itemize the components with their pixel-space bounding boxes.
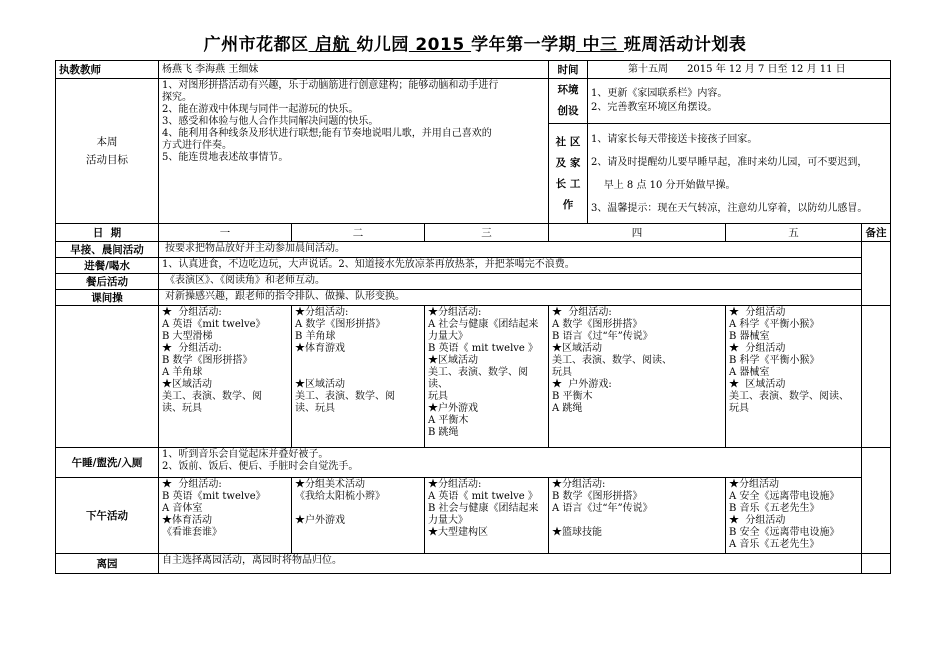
remarks-cell-leave	[862, 554, 891, 574]
morning-text: 按要求把物品放好并主动参加晨间活动。	[159, 242, 862, 258]
activity-line: 力量大》	[428, 515, 468, 526]
activity-line: 美工、表演、数学、阅	[162, 391, 262, 402]
activity-line: A 羊角球	[162, 367, 203, 378]
goals-label	[56, 79, 159, 224]
environment-content	[588, 79, 891, 124]
title-mid1: 幼儿园	[356, 35, 409, 55]
activity-line: 力量大》	[428, 331, 468, 342]
community-label-line: 作	[562, 198, 574, 211]
activity-line: A 音体室	[162, 503, 203, 514]
activity-line: ★ 分组活动:	[552, 307, 612, 318]
morning-activities-thu	[549, 306, 726, 448]
day-header-mon: 一	[159, 224, 292, 242]
activity-line: ★体育游戏	[295, 343, 345, 354]
page-title	[0, 30, 950, 55]
day-header-wed: 三	[425, 224, 549, 242]
title-class: 中三	[576, 35, 624, 55]
activity-line: ★分组活动:	[428, 307, 482, 318]
community-label	[549, 124, 588, 224]
activity-line: B 平衡木	[552, 391, 593, 402]
activity-line: A 英语《 mit twelve 》	[428, 491, 538, 502]
remarks-cell	[862, 242, 891, 306]
morning-activities-label-cell	[56, 306, 159, 448]
time-label: 时间	[549, 61, 588, 79]
activity-line: B 语言《过“年”传说》	[552, 331, 653, 342]
community-line: 1、请家长每天带接送卡接孩子回家。	[591, 133, 758, 145]
goals-line: 方式进行伴奏。	[162, 140, 232, 151]
meal-label: 进餐/喝水	[56, 258, 159, 274]
activity-line: ★篮球技能	[552, 527, 602, 538]
goals-label-line2: 活动目标	[86, 154, 128, 166]
nap-label: 午睡/盥洗/入厕	[56, 448, 159, 478]
afternoon-activities-mon	[159, 478, 292, 554]
activity-line: 玩具	[428, 391, 448, 402]
environment-label-line2: 创设	[557, 105, 579, 117]
title-suffix: 班周活动计划表	[623, 35, 747, 55]
nap-content	[159, 448, 862, 478]
community-label-line: 及 家	[555, 156, 581, 169]
activity-line: ★区域活动	[552, 343, 602, 354]
afternoon-activities-fri	[726, 478, 862, 554]
environment-line: 2、完善教室环境区角摆设。	[591, 102, 718, 113]
activity-line: ★分组活动	[729, 479, 779, 490]
nap-line: 2、饭前、饭后、便后、手脏时会自觉洗手。	[162, 461, 359, 472]
activity-line: B 科学《平衡小猴》	[729, 355, 820, 366]
community-line: 2、请及时提醒幼儿要早睡早起，准时来幼儿园，可不要迟到，	[591, 156, 868, 168]
activity-line: ★ 区域活动	[729, 379, 786, 390]
activity-line: B 英语《 mit twelve 》	[428, 343, 539, 354]
activity-line: ★分组活动:	[295, 307, 349, 318]
remarks-cell-morning-activities	[862, 306, 891, 448]
activity-line: 美工、表演、数学、阅	[295, 391, 395, 402]
activity-line: ★区域活动	[428, 355, 478, 366]
teacher-names: 杨燕飞 李海燕 王细妹	[159, 61, 549, 79]
activity-line: B 英语《mit twelve》	[162, 491, 266, 502]
activity-line	[295, 355, 421, 367]
activity-line: ★ 户外游戏:	[552, 379, 612, 390]
activity-line: ★大型建构区	[428, 527, 488, 538]
remarks-cell-afternoon	[862, 448, 891, 554]
goals-line: 5、能连贯地表述故事情节。	[162, 152, 289, 163]
activity-line: ★ 分组活动	[729, 515, 786, 526]
after-meal-label: 餐后活动	[56, 274, 159, 290]
activity-line: B 数学《图形拼搭》	[552, 491, 643, 502]
weekly-plan-table	[55, 60, 891, 574]
afternoon-label: 下午活动	[56, 478, 159, 554]
activity-line: A 平衡木	[428, 415, 469, 426]
community-line: 早上 8 点 10 分开始做早操。	[591, 179, 736, 191]
activity-line: ★ 分组活动:	[162, 307, 222, 318]
morning-activities-mon	[159, 306, 292, 448]
goals-line: 1、对图形拼搭活动有兴趣，乐于动脑筋进行创意建构；能够动脑和动手进行	[162, 80, 499, 91]
title-year: 2015	[408, 35, 472, 55]
activity-line: ★ 分组活动:	[162, 479, 222, 490]
afternoon-activities-tue	[292, 478, 425, 554]
activity-line: 美工、表演、数学、阅读、	[729, 391, 849, 402]
activity-line	[295, 503, 421, 515]
activity-line: B 音乐《五老先生》	[729, 503, 820, 514]
activity-line: B 跳绳	[428, 427, 459, 438]
activity-line: 读、玩具	[295, 403, 335, 414]
activity-line: B 器械室	[729, 331, 770, 342]
activity-line	[552, 515, 722, 527]
activity-line: A 数学《图形拼搭》	[552, 319, 643, 330]
morning-activities-wed	[425, 306, 549, 448]
activity-line: 美工、表演、数学、阅读、	[428, 367, 528, 390]
activity-line: B 安全《远离带电设施》	[729, 527, 840, 538]
activity-line: A 安全《远离带电设施》	[729, 491, 840, 502]
day-header-thu: 四	[549, 224, 726, 242]
activity-line: ★户外游戏	[428, 403, 478, 414]
meal-text: 1、认真进食，不边吃边玩，大声说话。2、知道接水先放凉茶再放热茶，并把茶喝完不浪费。	[159, 258, 862, 274]
activity-line: ★ 分组活动	[729, 307, 786, 318]
environment-label-line1: 环境	[557, 84, 579, 96]
activity-line: A 器械室	[729, 367, 770, 378]
goals-content	[159, 79, 549, 224]
date-label: 日 期	[56, 224, 159, 242]
community-line: 3、温馨提示：现在天气转凉，注意幼儿穿着，以防幼儿感冒。	[591, 202, 868, 214]
activity-line: ★区域活动	[162, 379, 212, 390]
activity-line: ★ 分组活动	[729, 343, 786, 354]
activity-line: A 语言《过“年”传说》	[552, 503, 653, 514]
break-exercise-label: 课间操	[56, 290, 159, 306]
goals-line: 3、感受和体验与他人合作共同解决问题的快乐。	[162, 116, 379, 127]
remarks-header: 备注	[862, 224, 891, 242]
activity-line: A 数学《图形拼搭》	[295, 319, 386, 330]
activity-line: B 数学《图形拼搭》	[162, 355, 253, 366]
activity-line: 玩具	[729, 403, 749, 414]
title-school: 启航	[308, 35, 357, 55]
activity-line: ★分组美术活动	[295, 479, 365, 490]
community-label-line: 社 区	[555, 135, 581, 148]
activity-line: B 羊角球	[295, 331, 336, 342]
activity-line: 读、玩具	[162, 403, 202, 414]
day-header-tue: 二	[292, 224, 425, 242]
activity-line: A 跳绳	[552, 403, 583, 414]
activity-line: A 英语《mit twelve》	[162, 319, 266, 330]
break-exercise-text: 对新操感兴趣，跟老师的指令排队、做操、队形变换。	[159, 290, 862, 306]
goals-label-line1: 本周	[96, 136, 118, 148]
activity-line: ★体育活动	[162, 515, 212, 526]
activity-line: B 大型滑梯	[162, 331, 213, 342]
morning-label: 早接、晨间活动	[56, 242, 159, 258]
activity-line	[295, 367, 421, 379]
activity-line: ★分组活动:	[428, 479, 482, 490]
goals-line: 4、能利用各种线条及形状进行联想;能有节奏地说唱儿歌，并用自己喜欢的	[162, 128, 492, 139]
nap-line: 1、听到音乐会自觉起床并叠好被子。	[162, 449, 329, 460]
leave-text: 自主选择离园活动，离园时将物品归位。	[159, 554, 862, 574]
activity-line: ★分组活动:	[552, 479, 606, 490]
title-prefix: 广州市花都区	[203, 35, 309, 55]
day-header-fri: 五	[726, 224, 862, 242]
afternoon-activities-thu	[549, 478, 726, 554]
title-mid2: 学年第一学期	[471, 35, 577, 55]
goals-line: 2、能在游戏中体现与同伴一起游玩的快乐。	[162, 104, 359, 115]
activity-line: B 社会与健康《团结起来	[428, 503, 539, 514]
activity-line: 《我给太阳梳小辫》	[295, 491, 385, 502]
community-content	[588, 124, 891, 224]
activity-line: ★户外游戏	[295, 515, 345, 526]
activity-line: A 社会与健康《团结起来	[428, 319, 539, 330]
activity-line: A 音乐《五老先生》	[729, 539, 820, 550]
leave-label: 离园	[56, 554, 159, 574]
activity-line: ★ 分组活动:	[162, 343, 222, 354]
activity-line: A 科学《平衡小猴》	[729, 319, 820, 330]
environment-label	[549, 79, 588, 124]
afternoon-activities-wed	[425, 478, 549, 554]
after-meal-text: 《表演区》、《阅读角》和老师互动。	[159, 274, 862, 290]
activity-line: 《看谁套谁》	[162, 527, 222, 538]
activity-line: ★区域活动	[295, 379, 345, 390]
time-value: 第十五周 2015 年 12 月 7 日至 12 月 11 日	[588, 61, 891, 79]
morning-activities-tue	[292, 306, 425, 448]
teacher-label: 执教教师	[56, 61, 159, 79]
morning-activities-fri	[726, 306, 862, 448]
goals-line: 探究。	[162, 92, 192, 103]
environment-line: 1、更新《家园联系栏》内容。	[591, 88, 728, 99]
activity-line: 美工、表演、数学、阅读、	[552, 355, 672, 366]
activity-line: 玩具	[552, 367, 572, 378]
community-label-line: 长 工	[555, 177, 581, 190]
